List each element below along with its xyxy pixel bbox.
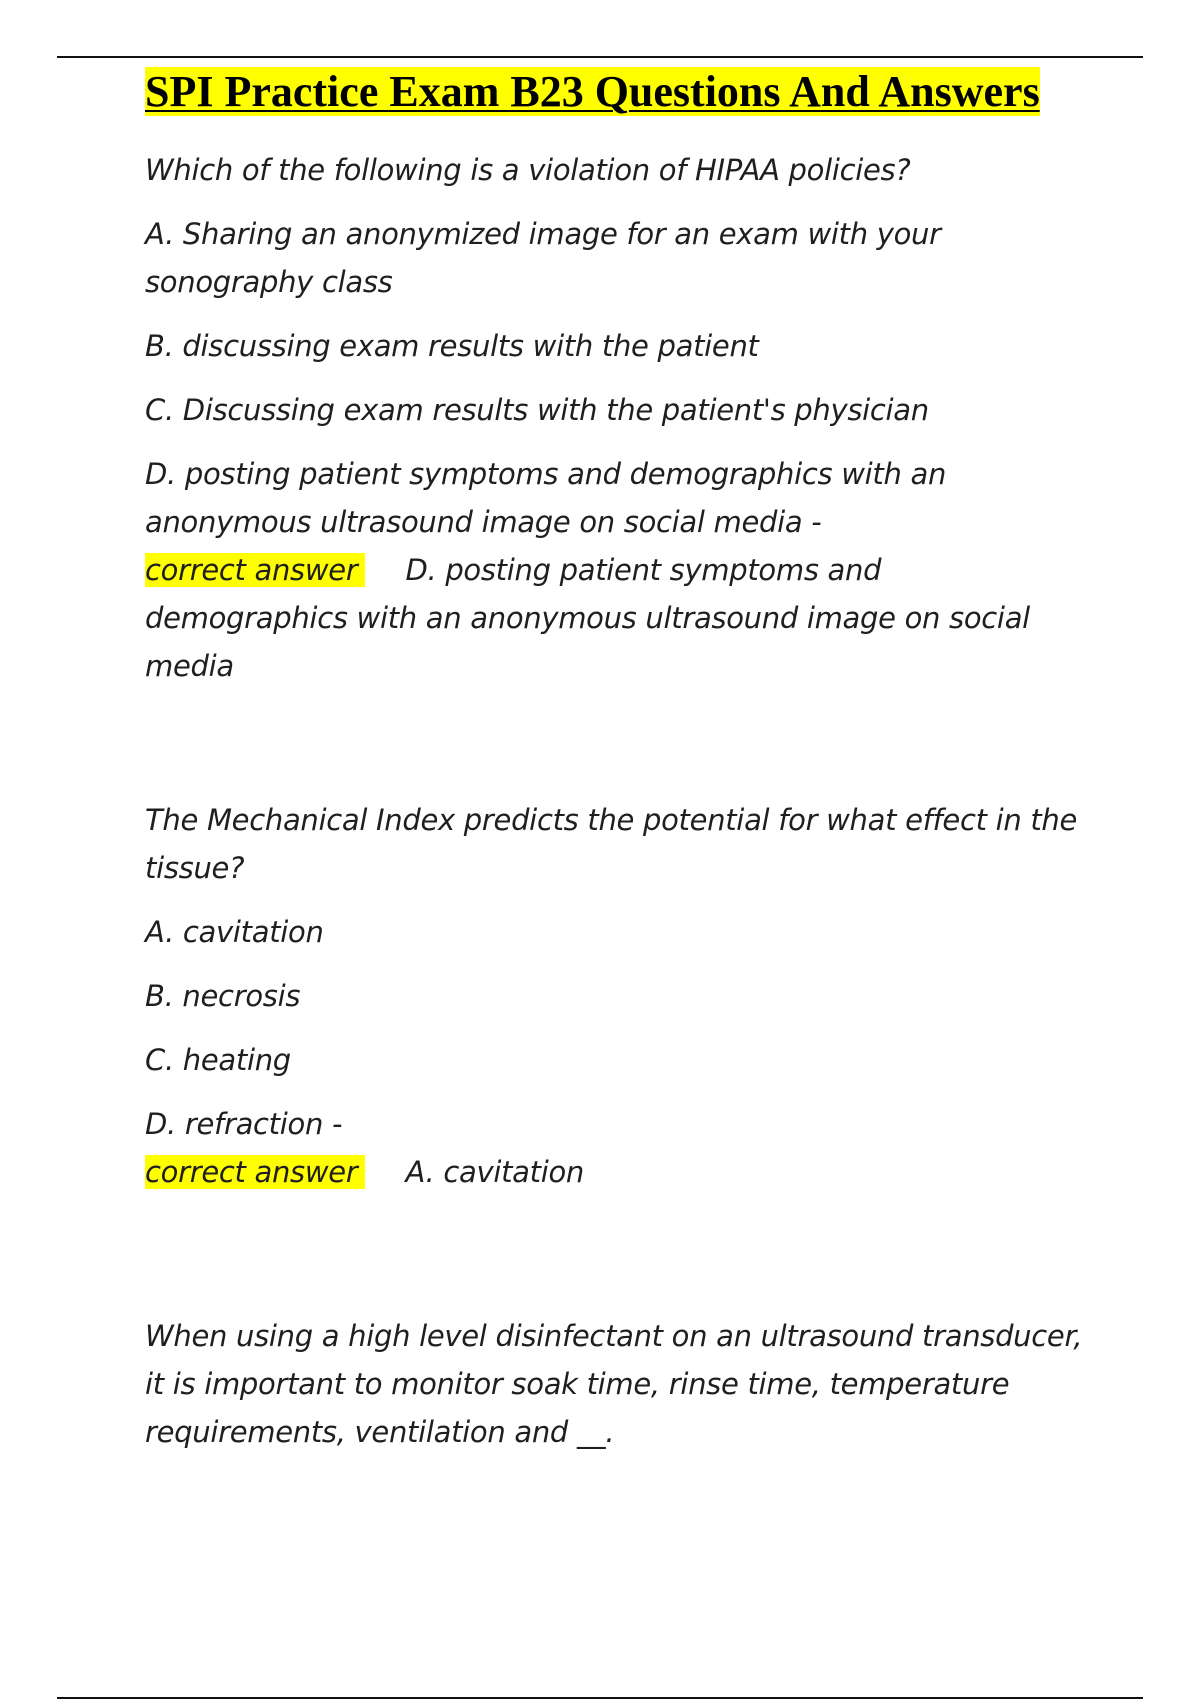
question-1-option-b: B. discussing exam results with the patient (145, 329, 759, 363)
top-rule (57, 56, 1143, 58)
question-1-option-c: C. Discussing exam results with the patient's physician (145, 393, 929, 427)
correct-answer-label: correct answer (145, 553, 365, 587)
document-body (145, 64, 1090, 1456)
question-1-answer (145, 546, 1090, 690)
question-1: Which of the following is a violation of HIPAA policies? (145, 153, 911, 187)
question-2: The Mechanical Index predicts the potential for what effect in the tissue? (145, 803, 1078, 885)
question-1-answer-text: D. posting patient symptoms and demographics with an anonymous ultrasound image on social media (145, 553, 1030, 683)
question-2-answer-text: A. cavitation (405, 1155, 584, 1189)
document-title: SPI Practice Exam B23 Questions And Answers (145, 67, 1040, 116)
correct-answer-label: correct answer (145, 1155, 365, 1189)
question-2-answer (145, 1148, 1090, 1196)
question-3: When using a high level disinfectant on an ultrasound transducer, it is important to monitor soak time, rinse time, temperature requirements, ventilation and __. (145, 1319, 1083, 1449)
question-2-option-c: C. heating (145, 1043, 291, 1077)
question-2-option-d: D. refraction - (145, 1107, 343, 1141)
question-2-option-a: A. cavitation (145, 915, 324, 949)
question-1-option-a: A. Sharing an anonymized image for an exam with your sonography class (145, 217, 941, 299)
question-2-option-b: B. necrosis (145, 979, 301, 1013)
question-1-option-d: D. posting patient symptoms and demographics with an anonymous ultrasound image on social media - (145, 457, 947, 539)
bottom-rule (57, 1697, 1143, 1699)
